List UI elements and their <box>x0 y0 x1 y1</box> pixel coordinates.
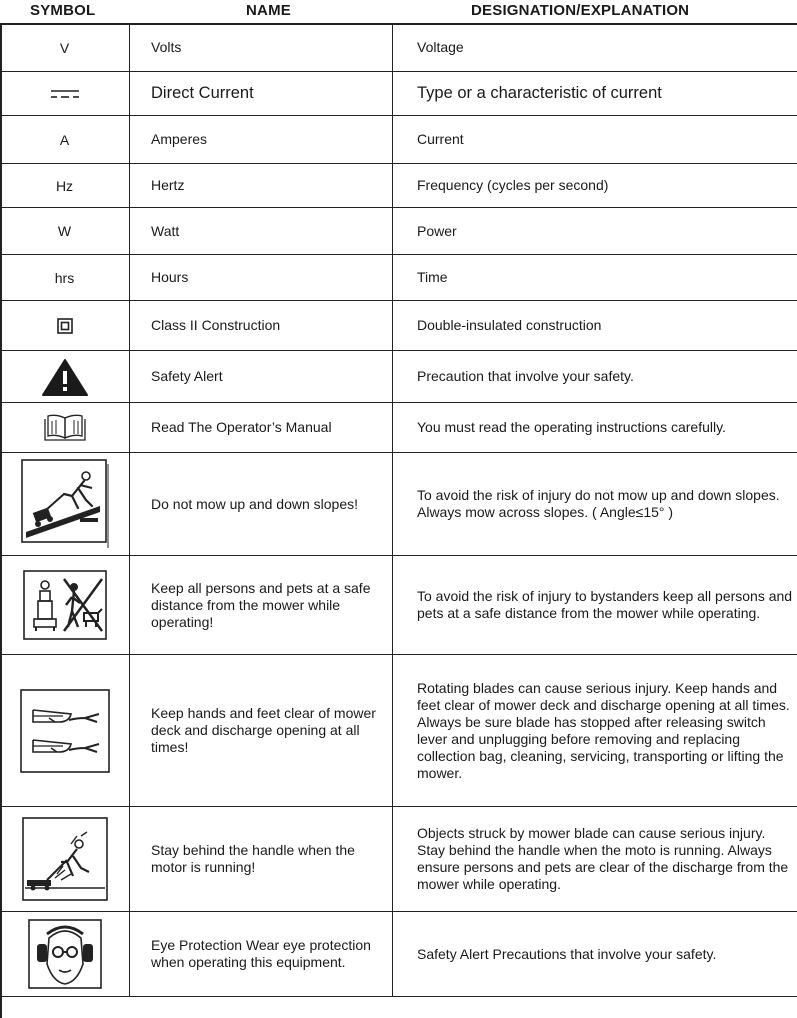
row-name: Volts <box>130 24 393 71</box>
row-name: Keep all persons and pets at a safe distance from the mower while operating! <box>130 556 393 654</box>
bystanders-icon <box>22 569 108 641</box>
row-name: Read The Operator’s Manual <box>130 403 393 452</box>
symbol-text: V <box>59 39 70 56</box>
eye-ear-protection-icon <box>27 918 103 990</box>
header-symbol: SYMBOL <box>30 2 96 19</box>
table-row <box>0 655 797 807</box>
table-header <box>0 0 797 24</box>
symbol-text: A <box>59 131 70 148</box>
table-row <box>0 912 797 997</box>
manual-book-icon <box>41 413 89 443</box>
row-name: Class II Construction <box>130 301 393 350</box>
row-designation: Current <box>417 131 464 147</box>
row-designation: Precaution that involve your safety. <box>417 368 634 384</box>
table-row <box>0 24 797 72</box>
row-designation: To avoid the risk of injury do not mow up and down slopes. Always mow across slopes. ( Angle≤15° ) <box>417 487 780 520</box>
header-designation: DESIGNATION/EXPLANATION <box>471 2 690 19</box>
row-designation: You must read the operating instructions carefully. <box>417 419 726 435</box>
row-designation: Power <box>417 222 457 239</box>
row-designation: Type or a characteristic of current <box>417 84 662 102</box>
table-row <box>0 403 797 453</box>
row-designation: Double-insulated construction <box>417 317 602 333</box>
symbols-table <box>0 24 797 997</box>
safety-alert-icon <box>42 358 88 396</box>
table-row <box>0 453 797 556</box>
table-row <box>0 164 797 208</box>
row-name: Direct Current <box>130 72 393 115</box>
symbol-text: W <box>57 223 72 239</box>
row-name: Safety Alert <box>130 351 393 402</box>
row-name: Watt <box>130 208 393 254</box>
row-name: Stay behind the handle when the motor is running! <box>130 807 393 911</box>
class-ii-icon <box>57 318 73 334</box>
direct-current-icon <box>50 88 80 100</box>
table-row <box>0 208 797 255</box>
thrown-objects-icon <box>21 816 109 902</box>
table-row <box>0 301 797 351</box>
row-name: Keep hands and feet clear of mower deck and discharge opening at all times! <box>130 655 393 806</box>
table-row <box>0 72 797 116</box>
table-row <box>0 556 797 655</box>
symbol-text: hrs <box>54 269 75 286</box>
hands-feet-icon <box>19 688 111 774</box>
row-designation: Voltage <box>417 39 464 55</box>
table-row <box>0 807 797 912</box>
row-name: Amperes <box>130 116 393 163</box>
row-designation: Frequency (cycles per second) <box>417 177 609 193</box>
row-designation: Safety Alert Precautions that involve your safety. <box>417 945 717 962</box>
row-designation: Time <box>417 269 448 285</box>
header-name: NAME <box>246 2 291 19</box>
table-row <box>0 351 797 403</box>
table-row <box>0 116 797 164</box>
row-name: Eye Protection Wear eye protection when operating this equipment. <box>130 912 393 996</box>
table-row <box>0 255 797 301</box>
row-designation: Objects struck by mower blade can cause serious injury. Stay behind the handle when the moto is running. Always ensure persons and pets are clear of the discharge from the mower while operating. <box>417 825 789 892</box>
row-name: Do not mow up and down slopes! <box>130 453 393 555</box>
row-name: Hours <box>130 255 393 300</box>
slope-warning-icon <box>20 458 110 550</box>
row-designation: To avoid the risk of injury to bystanders keep all persons and pets at a safe distance from the mower while operating. <box>417 588 793 621</box>
row-name: Hertz <box>130 164 393 207</box>
row-designation: Rotating blades can cause serious injury. Keep hands and feet clear of mower deck and discharge opening at all times. Always be sure blade has stopped after releasing switch lever and unplugging before removing and replacing collection bag, cleaning, servicing, transporting or lifting the mower. <box>417 679 790 781</box>
symbol-text: Hz <box>55 177 74 194</box>
